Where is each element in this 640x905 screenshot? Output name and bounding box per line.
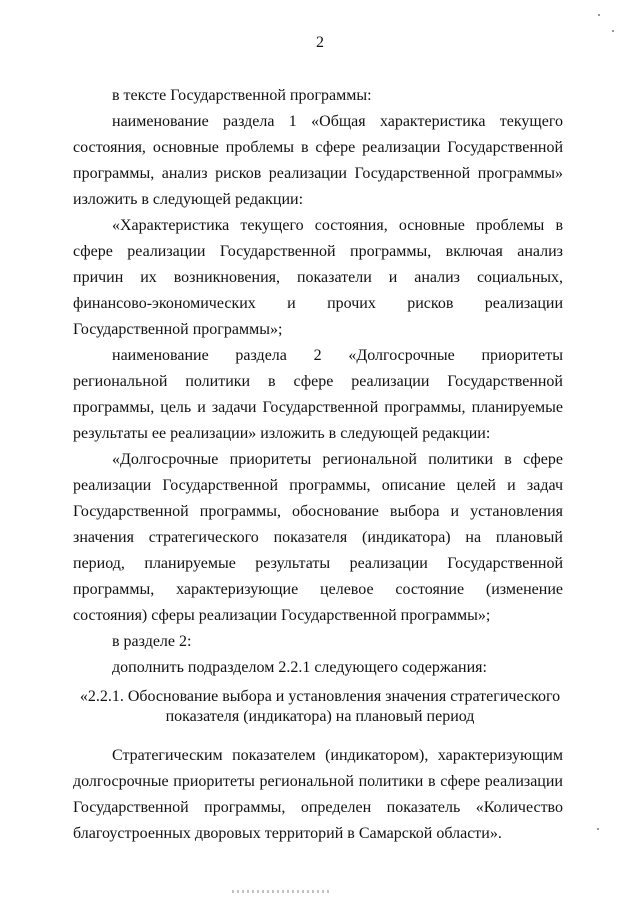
- paragraph-intro: в тексте Государственной программы:: [112, 87, 372, 104]
- paragraph-add-subsection: дополнить подразделом 2.2.1 следующего содержания:: [112, 659, 487, 676]
- subsection-heading: «2.2.1. Обоснование выбора и установления значения стратегического показателя (индикатора) на плановый период: [79, 688, 561, 725]
- paragraph-section2-new-title: «Долгосрочные приоритеты региональной политики в сфере реализации Государственной программы, описание целей и задач Государственной программы, обоснование выбора и установления значения стратегического показателя (индикатора) на плановый период, планируемые результаты реализации Государственной программы, характеризующие целевое состояние (изменение состояния) сферы реализации Государственной программы»;: [73, 451, 563, 624]
- paragraph-section2-rename: наименование раздела 2 «Долгосрочные приоритеты региональной политики в сфере реализации Государственной программы, цель и задачи Государственной программы, планируемые результаты ее реализации» изложить в следующей редакции:: [73, 347, 563, 442]
- page-number: 2: [316, 34, 324, 51]
- paragraph-strategic-indicator: Стратегическим показателем (индикатором), характеризующим долгосрочные приоритеты региональной политики в сфере реализации Государственной программы, определен показатель «Количество благоустроенных дворовых территорий в Самарской области».: [73, 747, 563, 842]
- document-body: [73, 83, 563, 847]
- paragraph-in-section2: в разделе 2:: [112, 633, 192, 650]
- paragraph-section1-new-title: «Характеристика текущего состояния, основные проблемы в сфере реализации Государственной программы, включая анализ причин их возникновения, показатели и анализ социальных, финансово-экономических и прочих рисков реализации Государственной программы»;: [73, 217, 563, 338]
- scan-speck: [598, 14, 600, 16]
- scan-speck: [597, 828, 599, 830]
- paragraph-section1-rename: наименование раздела 1 «Общая характеристика текущего состояния, основные проблемы в сфере реализации Государственной программы, анализ рисков реализации Государственной программы» изложить в следующей редакции:: [73, 113, 563, 208]
- scan-speck: [612, 30, 614, 32]
- scan-artifact: [232, 890, 332, 893]
